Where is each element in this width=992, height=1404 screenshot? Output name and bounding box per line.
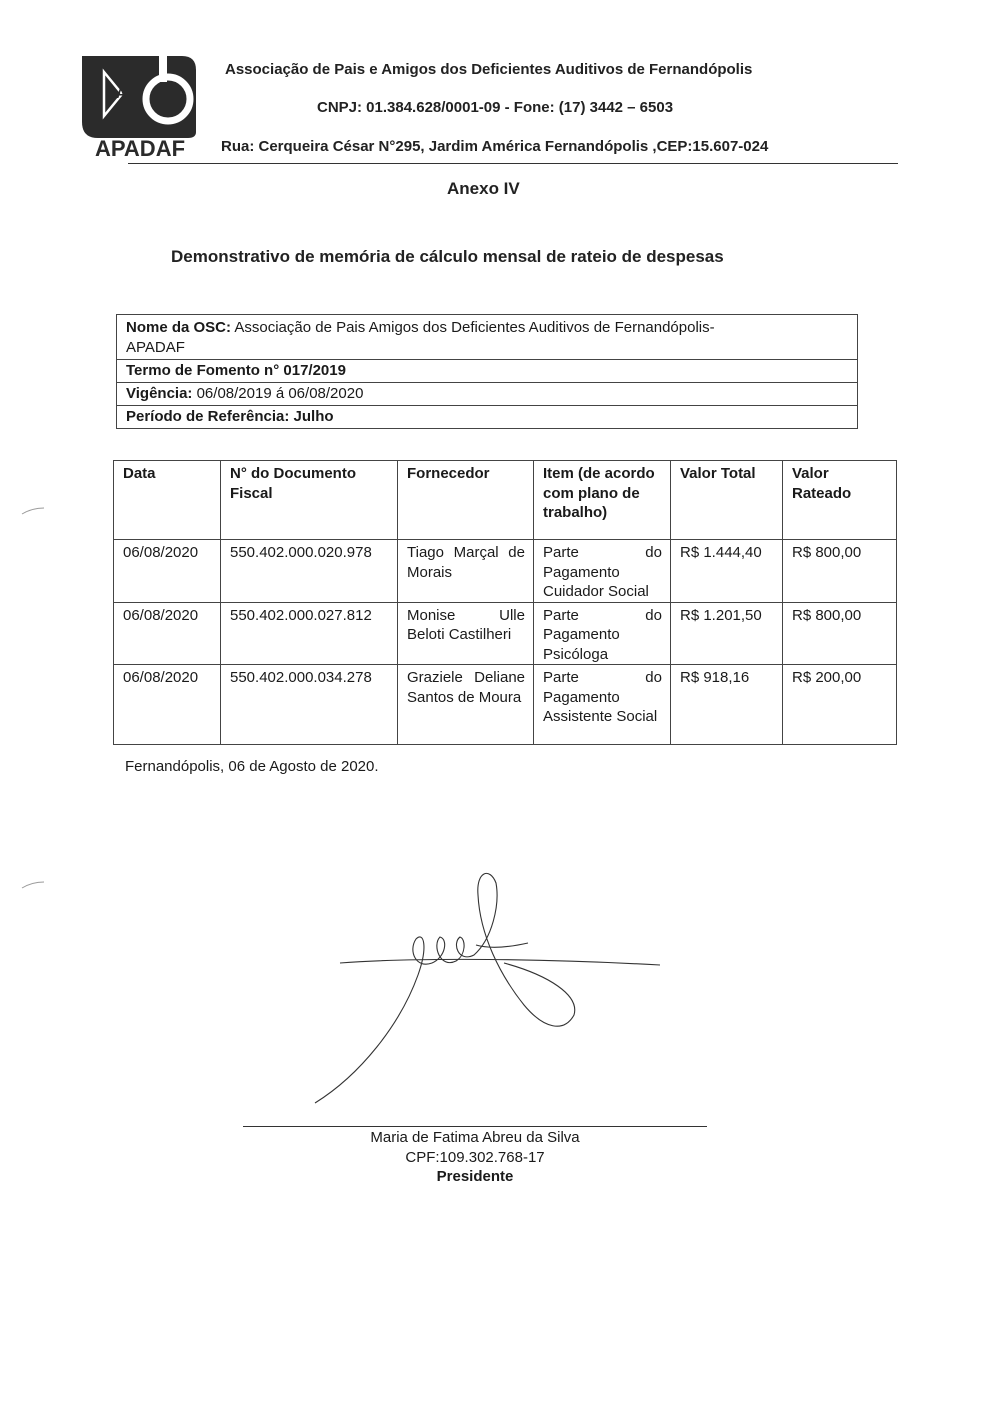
periodo-row: Período de Referência: Julho <box>117 405 857 428</box>
org-name: Associação de Pais e Amigos dos Deficientes Auditivos de Fernandópolis <box>225 61 753 78</box>
col-data: Data <box>114 461 221 540</box>
annex-label: Anexo IV <box>447 179 520 198</box>
logo-emblem <box>78 52 202 160</box>
col-fornecedor: Fornecedor <box>398 461 534 540</box>
col-valor-rateado: Valor Rateado <box>783 461 897 540</box>
termo-row: Termo de Fomento n° 017/2019 <box>117 359 857 382</box>
osc-name-row: Nome da OSC: Associação de Pais Amigos dos Deficientes Auditivos de Fernandópolis- APADAF <box>126 319 715 356</box>
signature-line <box>243 1126 707 1127</box>
osc-info-box <box>116 314 858 429</box>
scan-marks <box>18 500 48 890</box>
col-doc: N° do Documento Fiscal <box>221 461 398 540</box>
col-item: Item (de acordo com plano de trabalho) <box>534 461 671 540</box>
header-divider <box>128 163 898 164</box>
table-row: 06/08/2020 550.402.000.027.812 Monise Ulle Beloti Castilheri Parte do Pagamento Psicóloga R$ 1.201,50 R$ 800,00 <box>114 602 897 665</box>
apadaf-logo <box>78 52 202 160</box>
page-title: Demonstrativo de memória de cálculo mensal de rateio de despesas <box>171 247 724 266</box>
table-header-row <box>114 461 897 540</box>
svg-text:A: A <box>116 85 127 101</box>
signatory-cpf: CPF:109.302.768-17 <box>405 1149 545 1166</box>
table-row: 06/08/2020 550.402.000.020.978 Tiago Marçal de Morais Parte do Pagamento Cuidador Social R$ 1.444,40 R$ 800,00 <box>114 540 897 603</box>
logo-text: APADAF <box>94 136 186 160</box>
table-row: 06/08/2020 550.402.000.034.278 Graziele Deliane Santos de Moura Parte do Pagamento Assistente Social R$ 918,16 R$ 200,00 <box>114 665 897 745</box>
handwritten-signature <box>300 865 680 1110</box>
address-line: Rua: Cerqueira César N°295, Jardim América Fernandópolis ,CEP:15.607-024 <box>221 138 769 155</box>
signatory-role: Presidente <box>436 1168 514 1185</box>
expense-table <box>113 460 897 745</box>
vigencia-row: Vigência: 06/08/2019 á 06/08/2020 <box>117 382 857 405</box>
col-valor-total: Valor Total <box>671 461 783 540</box>
place-date: Fernandópolis, 06 de Agosto de 2020. <box>125 758 379 775</box>
cnpj-line: CNPJ: 01.384.628/0001-09 - Fone: (17) 3442 – 6503 <box>317 99 674 116</box>
signatory-name: Maria de Fatima Abreu da Silva <box>370 1129 580 1146</box>
